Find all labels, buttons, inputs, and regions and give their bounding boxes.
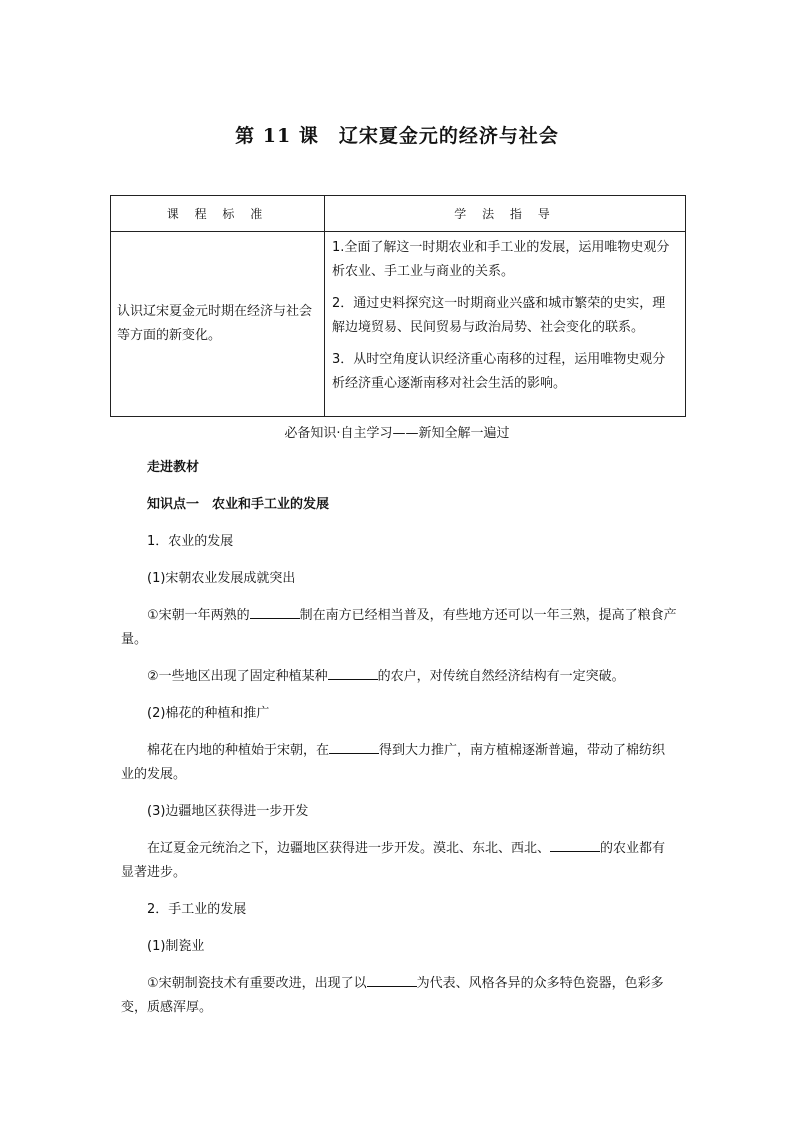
fill-blank[interactable] — [250, 604, 300, 619]
craft-subheading-1: (1)制瓷业 — [147, 939, 205, 954]
agri-subheading-2: (2)棉花的种植和推广 — [147, 706, 270, 721]
agri-subheading-1: (1)宋朝农业发展成就突出 — [147, 571, 296, 586]
intro-heading: 走进教材 — [147, 460, 200, 475]
curriculum-standard-cell: 认识辽宋夏金元时期在经济与社会等方面的新变化。 — [111, 232, 325, 417]
agri-paragraph-3: 在辽夏金元统治之下，边疆地区获得进一步开发。漠北、东北、西北、 的农业都有显著进步。 — [121, 837, 677, 885]
agri-paragraph-1b: ②一些地区出现了固定种植某种 的农户，对传统自然经济结构有一定突破。 — [121, 665, 677, 689]
header-study-guidance: 学 法 指 导 — [325, 196, 686, 232]
handicraft-heading: 2．手工业的发展 — [147, 902, 247, 917]
guidance-item: 3．从时空角度认识经济重心南移的过程，运用唯物史观分析经济重心逐渐南移对社会生活的影响。 — [332, 352, 666, 391]
agri-paragraph-2: 棉花在内地的种植始于宋朝，在 得到大力推广，南方植棉逐渐普遍，带动了棉纺织业的发展。 — [121, 739, 677, 787]
guidance-item: 1.全面了解这一时期农业和手工业的发展，运用唯物史观分析农业、手工业与商业的关系。 — [332, 240, 670, 279]
header-curriculum-standard: 课 程 标 准 — [111, 196, 325, 232]
guidance-item: 2．通过史料探究这一时期商业兴盛和城市繁荣的史实，理解边境贸易、民间贸易与政治局势、社会变化的联系。 — [332, 296, 666, 335]
knowledge-point-heading: 知识点一 农业和手工业的发展 — [147, 497, 330, 512]
fill-blank[interactable] — [367, 972, 417, 987]
agriculture-heading: 1．农业的发展 — [147, 534, 234, 549]
fill-blank[interactable] — [328, 665, 378, 680]
craft-paragraph-1a: ①宋朝制瓷技术有重要改进，出现了以 为代表、风格各异的众多特色瓷器，色彩多变，质感浑厚。 — [121, 972, 677, 1020]
agri-subheading-3: (3)边疆地区获得进一步开发 — [147, 804, 309, 819]
section-heading: 必备知识·自主学习——新知全解一遍过 — [284, 426, 510, 441]
content-body — [121, 456, 677, 1033]
study-guidance-cell — [325, 232, 686, 417]
lesson-title: 第 11 课 辽宋夏金元的经济与社会 — [235, 125, 559, 147]
fill-blank[interactable] — [550, 837, 600, 852]
curriculum-table — [110, 195, 686, 417]
agri-paragraph-1a: ①宋朝一年两熟的 制在南方已经相当普及，有些地方还可以一年三熟，提高了粮食产量。 — [121, 604, 677, 652]
fill-blank[interactable] — [329, 739, 379, 754]
table-row — [111, 232, 686, 417]
table-header-row — [111, 196, 686, 232]
